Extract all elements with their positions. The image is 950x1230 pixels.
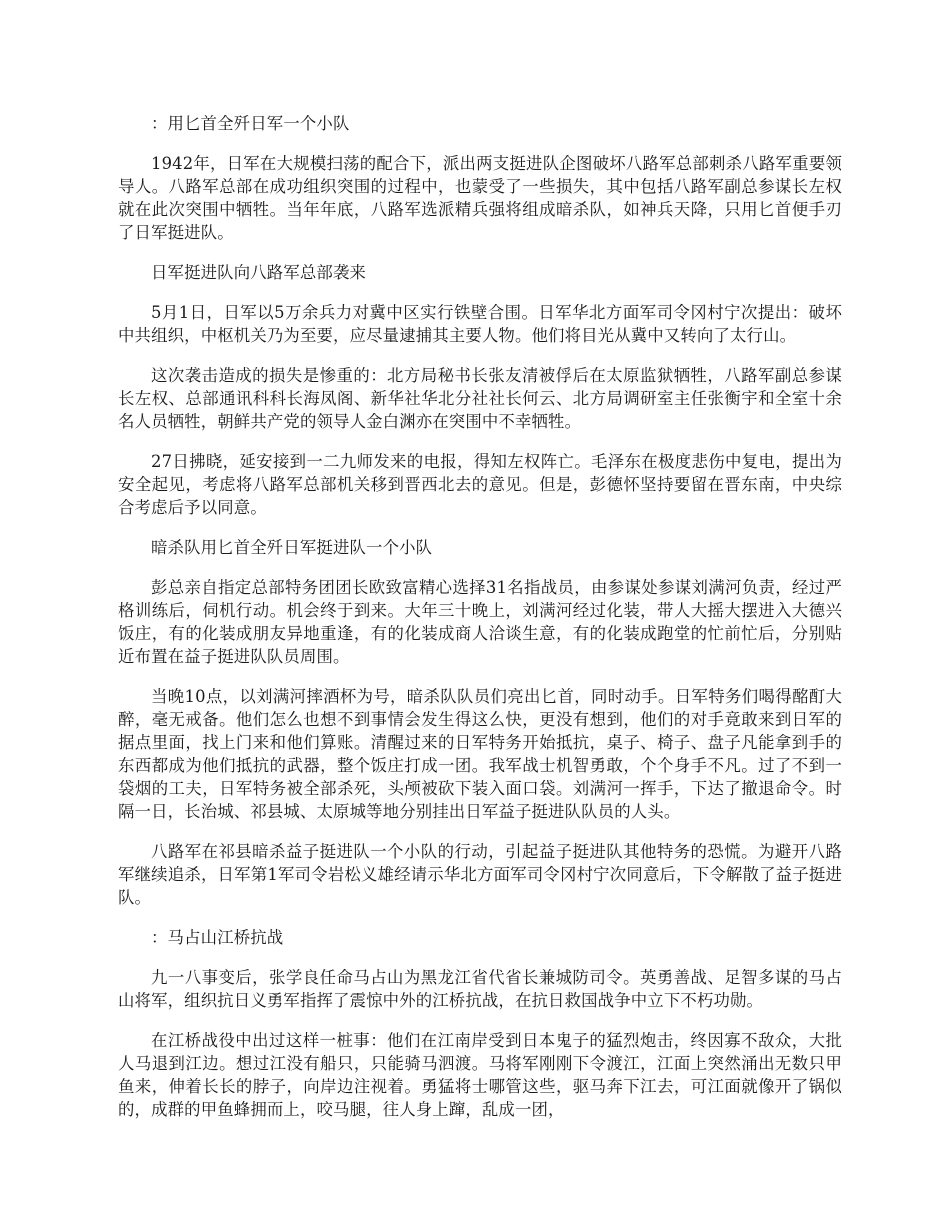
section-heading-2: 日军挺进队向八路军总部袭来 [151, 263, 367, 282]
paragraph-3: 这次袭击造成的损失是惨重的：北方局秘书长张友清被俘后在太原监狱牺牲，八路军副总参谋长左权、总部通讯科科长海凤阁、新华社华北分社社长何云、北方局调研室主任张衡宇和全室十余名人员牺牲，朝鲜共产党的领导人金白渊亦在突围中不幸牺牲。 [118, 366, 842, 431]
paragraph-1: 1942年，日军在大规模扫荡的配合下，派出两支挺进队企图破坏八路军总部刺杀八路军重要领导人。八路军总部在成功组织突围的过程中，也蒙受了一些损失，其中包括八路军副总参谋长左权就在此次突围中牺牲。当年年底，八路军选派精兵强将组成暗杀队，如神兵天降，只用匕首便手刃了日军挺进队。 [118, 154, 842, 242]
document-page [118, 112, 842, 1138]
section-heading-1: ：用匕首全歼日军一个小队 [151, 114, 350, 133]
section-heading-4: ：马占山江桥抗战 [151, 928, 284, 947]
paragraph-6: 当晚10点，以刘满河摔酒杯为号，暗杀队队员们亮出匕首，同时动手。日军特务们喝得酩酊大醉，毫无戒备。他们怎么也想不到事情会发生得这么快，更没有想到，他们的对手竟敢来到日军的据点里面，找上门来和他们算账。清醒过来的日军特务开始抵抗，桌子、椅子、盘子凡能拿到手的东西都成为他们抵抗的武器，整个饭庄打成一团。我军战士机智勇敢，个个身手不凡。过了不到一袋烟的工夫，日军特务被全部杀死，头颅被砍下装入面口袋。刘满河一挥手，下达了撤退命令。时隔一日，长治城、祁县城、太原城等地分别挂出日军益子挺进队队员的人头。 [118, 687, 842, 821]
paragraph-5: 彭总亲自指定总部特务团团长欧致富精心选择31名指战员，由参谋处参谋刘满河负责，经过严格训练后，伺机行动。机会终于到来。大年三十晚上，刘满河经过化装，带人大摇大摆进入大德兴饭庄，有的化装成朋友异地重逢，有的化装成商人洽谈生意，有的化装成跑堂的忙前忙后，分别贴近布置在益子挺进队队员周围。 [118, 578, 842, 666]
paragraph-9: 在江桥战役中出过这样一桩事：他们在江南岸受到日本鬼子的猛烈炮击，终因寡不敌众，大批人马退到江边。想过江没有船只，只能骑马泗渡。马将军刚刚下令渡江，江面上突然涌出无数只甲鱼来，伸着长长的脖子，向岸边注视着。勇猛将士哪管这些，驱马奔下江去，可江面就像开了锅似的，成群的甲鱼蜂拥而上，咬马腿，往人身上蹿，乱成一团， [118, 1031, 842, 1119]
section-heading-3: 暗杀队用匕首全歼日军挺进队一个小队 [151, 538, 433, 557]
paragraph-7: 八路军在祁县暗杀益子挺进队一个小队的行动，引起益子挺进队其他特务的恐慌。为避开八路军继续追杀，日军第1军司令岩松义雄经请示华北方面军司令冈村宁次同意后，下令解散了益子挺进队。 [118, 842, 842, 907]
paragraph-4: 27日拂晓，延安接到一二九师发来的电报，得知左权阵亡。毛泽东在极度悲伤中复电，提出为安全起见，考虑将八路军总部机关移到晋西北去的意见。但是，彭德怀坚持要留在晋东南，中央综合考虑后予以同意。 [118, 452, 842, 517]
paragraph-8: 九一八事变后，张学良任命马占山为黑龙江省代省长兼城防司令。英勇善战、足智多谋的马占山将军，组织抗日义勇军指挥了震惊中外的江桥抗战，在抗日救国战争中立下不朽功勋。 [118, 968, 842, 1010]
paragraph-2: 5月1日，日军以5万余兵力对冀中区实行铁壁合围。日军华北方面军司令冈村宁次提出：破坏中共组织，中枢机关乃为至要，应尽量逮捕其主要人物。他们将目光从冀中又转向了太行山。 [118, 303, 842, 345]
